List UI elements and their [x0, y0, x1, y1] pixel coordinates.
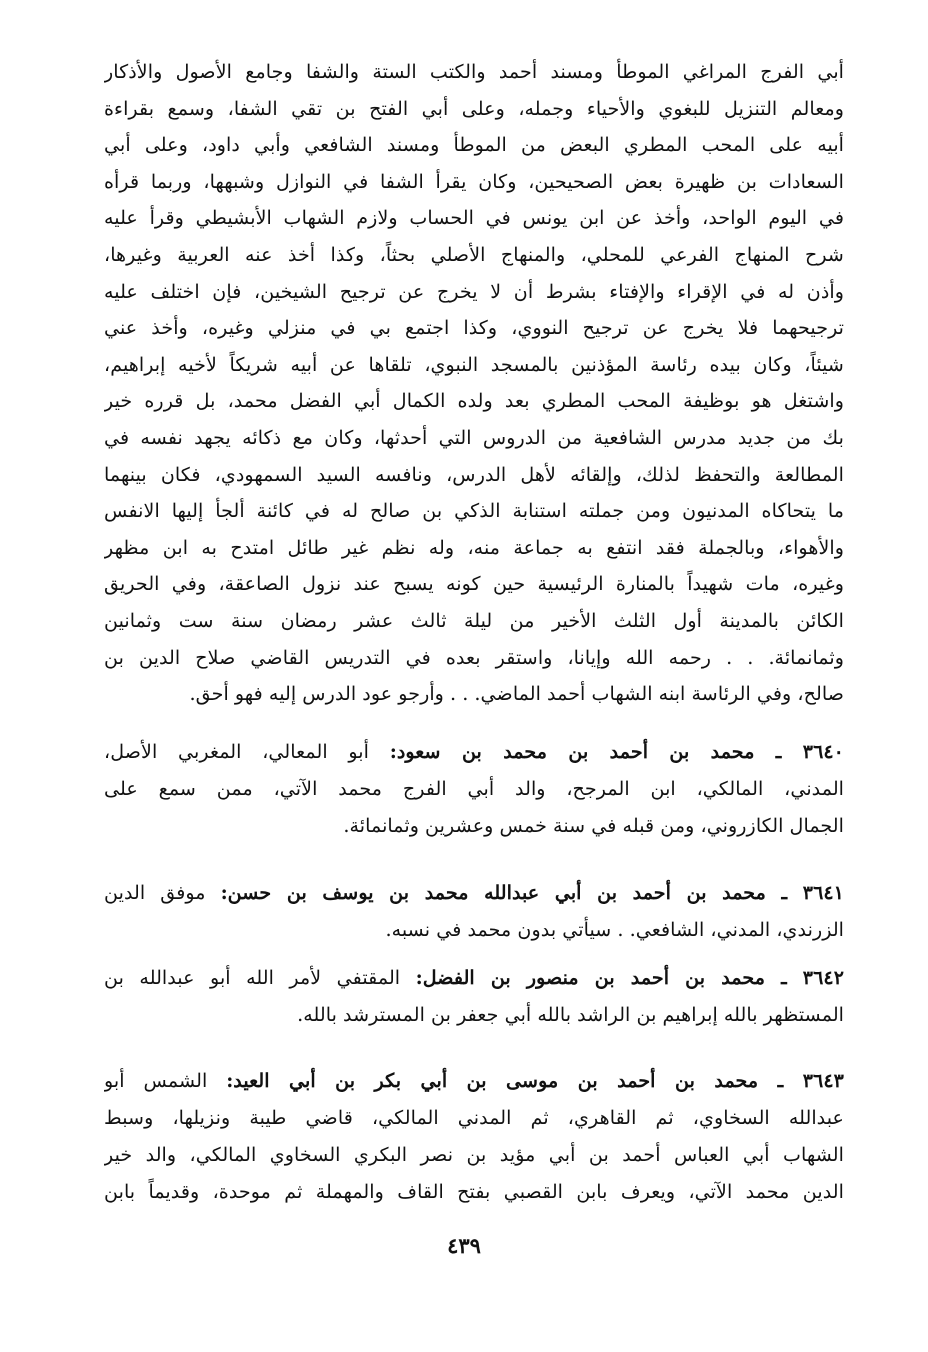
- text-line: واشتغل هو بوظيفة المحب المطري بعد ولده الكمال أبي الفضل محمد، بل قرره خير: [104, 389, 844, 413]
- entry-text: أبو المعالي، المغربي الأصل،: [104, 740, 369, 763]
- text-line: وغيره، مات شهيداً بالمنارة الرئيسية حين كونه يسبح عند نزول الصاعقة، وفي الحريق: [104, 572, 844, 596]
- entry-heading: محمد بن أحمد بن محمد بن سعود:: [389, 740, 755, 763]
- entry-text: موفق الدين: [104, 881, 206, 904]
- entry-first-line: ٣٦٤١ ـ محمد بن أحمد بن أبي عبدالله محمد بن يوسف بن حسن: موفق الدين: [104, 881, 844, 904]
- entry-line: عبدالله السخاوي، ثم القاهري، ثم المدني المالكي، قاضي طيبة ونزيلها، وسبط: [104, 1106, 844, 1129]
- entry-first-line: ٣٦٤٠ ـ محمد بن أحمد بن محمد بن سعود: أبو المعالي، المغربي الأصل،: [104, 740, 844, 763]
- biography-entry-3641: [104, 874, 844, 948]
- entry-line: الزرندي، المدني، الشافعي. . سيأتي بدون محمد في نسبه.: [385, 918, 844, 941]
- text-line: بك من جديد مدرس الشافعية من الدروس التي أحدثها، وكان مع ذكائه يجهد نفسه في: [104, 425, 844, 449]
- text-line: ومعالم التنزيل للبغوي والأحياء وجمله، وعلى أبي الفتح بن تقي الشفا، وسمع بقراءة: [104, 96, 844, 120]
- entry-text: الشمس أبو: [104, 1069, 208, 1092]
- entry-line: المدني، المالكي، ابن المرجح، والد أبي الفرج محمد الآتي، ممن سمع على: [104, 777, 844, 800]
- entry-number: ٣٦٤٢: [802, 966, 844, 989]
- entry-line: المستظهر بالله إبراهيم بن الراشد بالله أبي جعفر بن المسترشد بالله.: [297, 1003, 844, 1026]
- biography-entry-3643: [104, 1062, 844, 1210]
- text-line: الكائن بالمدينة أول الثلث الأخير من ليلة ثالث عشر رمضان سنة ست وثمانين: [104, 608, 844, 632]
- entry-number: ٣٦٤٣: [802, 1069, 844, 1092]
- text-line: ما يتحاكاه المدنيون ومن جملته استنابة الذكي بن صالح له في كائنة ألجأ إليها الانفس: [104, 499, 844, 523]
- text-line: صالح، وفي الرئاسة ابنه الشهاب أحمد الماضي. . . وأرجو عود الدرس إليه فهو أحق.: [189, 682, 844, 706]
- entry-line: الشهاب أبي العباس أحمد بن أبي مؤيد بن نصر البكري السخاوي المالكي، والد خير: [104, 1143, 844, 1166]
- text-line: المطالعة والتحفظ لذلك، وإلقائه لأهل الدرس، ونافسه السيد السمهودي، فكان بينهما: [104, 462, 844, 486]
- entry-first-line: ٣٦٤٢ ـ محمد بن أحمد بن منصور بن الفضل: المقتفي لأمر الله أبو عبدالله بن: [104, 966, 844, 989]
- entry-heading: محمد بن أحمد بن موسى بن أبي بكر بن أبي العيد:: [226, 1069, 759, 1092]
- text-line: شرح المنهاج الفرعي للمحلي، والمنهاج الأصلي بحثاً، وكذا أخذ عنه العربية وغيرها،: [104, 242, 844, 266]
- text-line: أبي الفرج المراغي الموطأ ومسند أحمد والكتب الستة والشفا وجامع الأصول والأذكار: [104, 60, 844, 83]
- entry-number: ٣٦٤٠: [802, 740, 844, 763]
- biography-entry-3642: [104, 959, 844, 1033]
- text-line: السعادات بن ظهيرة بعض الصحيحين، وكان يقرأ الشفا في النوازل وشبهها، وربما قرأه: [104, 169, 844, 193]
- page-number: ٤٣٩: [447, 1233, 481, 1258]
- entry-text: المقتفي لأمر الله أبو عبدالله بن: [104, 966, 401, 989]
- main-paragraph: [104, 54, 844, 713]
- entry-first-line: ٣٦٤٣ ـ محمد بن أحمد بن موسى بن أبي بكر بن أبي العيد: الشمس أبو: [104, 1069, 844, 1092]
- text-line: أبيه على المحب المطري البعض من الموطأ ومسند الشافعي وأبي داود، وعلى أبي: [104, 133, 844, 157]
- entry-number: ٣٦٤١: [802, 881, 844, 904]
- text-line: والأهواء، وبالجملة فقد انتفع به جماعة منه، وله نظم غير طائل امتدح به ابن مظهر: [104, 535, 844, 559]
- entry-heading: محمد بن أحمد بن أبي عبدالله محمد بن يوسف بن حسن:: [220, 881, 766, 904]
- text-line: في اليوم الواحد، وأخذ عن ابن يونس في الحساب ولازم الشهاب الأبشيطي وقرأ عليه: [104, 206, 844, 230]
- text-line: وثمانمائة. . . رحمه الله وإيانا، واستقر بعده في التدريس القاضي صلاح الدين بن: [104, 645, 844, 669]
- text-line: شيئاً، وكان بيده رئاسة المؤذنين بالمسجد النبوي، تلقاها عن أبيه شريكاً لأخيه إبراهيم،: [104, 352, 844, 376]
- entry-line: الجمال الكازروني، ومن قبله في سنة خمس وعشرين وثمانمائة.: [343, 814, 844, 837]
- text-line: ترجيحهما فلا يخرج عن ترجيح النووي، وكذا اجتمع بي في منزلي وغيره، وأخذ عني: [104, 316, 844, 340]
- entry-line: الدين محمد الآتي، ويعرف بابن القصبي بفتح القاف والمهملة ثم موحدة، وقديماً بابن: [104, 1180, 844, 1203]
- biography-entry-3640: [104, 733, 844, 844]
- text-line: وأذن له في الإقراء والإفتاء بشرط أن لا يخرج عن ترجيح الشيخين، فإن اختلف عليه: [104, 279, 844, 303]
- entry-heading: محمد بن أحمد بن منصور بن الفضل:: [415, 966, 766, 989]
